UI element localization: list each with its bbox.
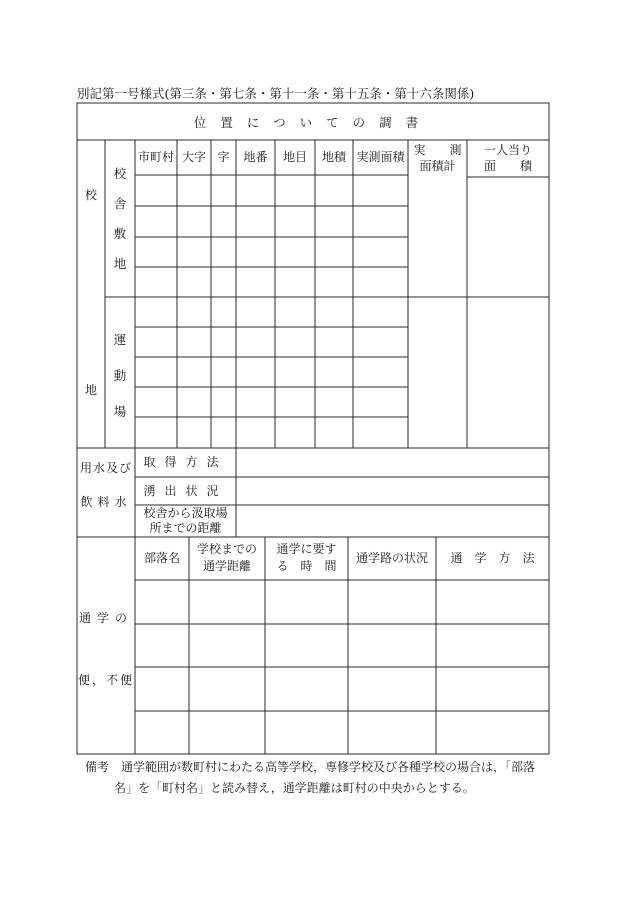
header-area: 地積 bbox=[321, 150, 346, 164]
water-label-line2: 飲料水 bbox=[80, 494, 132, 509]
remarks-line2: 名」を「町村名」と読み替え，通学距離は町村の中央からとする。 bbox=[114, 781, 475, 795]
header-village: 部落名 bbox=[143, 551, 180, 565]
header-time-line1: 通学に要す bbox=[276, 542, 337, 556]
header-municipality: 市町村 bbox=[137, 150, 174, 164]
header-route: 通学路の状況 bbox=[355, 551, 428, 565]
form-caption: 別記第一号様式(第三条・第七条・第十一条・第十五条・第十六条関係) bbox=[77, 86, 475, 101]
header-oaza: 大字 bbox=[181, 150, 206, 164]
header-measured-total-line2: 面積計 bbox=[419, 159, 456, 173]
header-time-line2: る 時 間 bbox=[276, 559, 337, 573]
remarks-line1: 備考 通学範囲が数町村にわたる高等学校，専修学校及び各種学校の場合は，「部落 bbox=[85, 760, 536, 774]
remarks-note bbox=[85, 757, 555, 799]
header-per-person-line1: 一人当り bbox=[483, 143, 532, 157]
school-grounds-label: 校 舎 敷 地 bbox=[113, 166, 127, 271]
header-method: 通 学 方 法 bbox=[450, 551, 535, 565]
commute-label-line2: 便，不便 bbox=[77, 672, 134, 687]
commute-label-line1: 通学の bbox=[78, 610, 133, 625]
header-distance-line1: 学校までの bbox=[196, 542, 257, 556]
form-title: 位置についての調書 bbox=[193, 114, 433, 130]
water-row-distance-line2: 所までの距離 bbox=[149, 520, 222, 535]
water-label-line1: 用水及び bbox=[79, 460, 132, 475]
water-row-acquisition: 取得方法 bbox=[143, 455, 228, 469]
site-group-label-top: 校 bbox=[84, 187, 97, 202]
header-measured-area: 実測面積 bbox=[356, 150, 405, 164]
header-land-category: 地目 bbox=[282, 150, 307, 164]
header-lot-number: 地番 bbox=[243, 150, 268, 164]
site-group-label-bottom: 地 bbox=[84, 382, 97, 397]
header-distance-line2: 通学距離 bbox=[202, 559, 251, 573]
header-per-person-line2: 面 積 bbox=[483, 159, 532, 173]
playground-label: 運 動 場 bbox=[113, 332, 127, 419]
water-row-distance-line1: 校舎から汲取場 bbox=[143, 505, 228, 520]
water-row-spring: 湧出状況 bbox=[143, 483, 228, 498]
header-aza: 字 bbox=[217, 150, 230, 164]
header-measured-total-line1: 実 測 bbox=[413, 143, 462, 157]
